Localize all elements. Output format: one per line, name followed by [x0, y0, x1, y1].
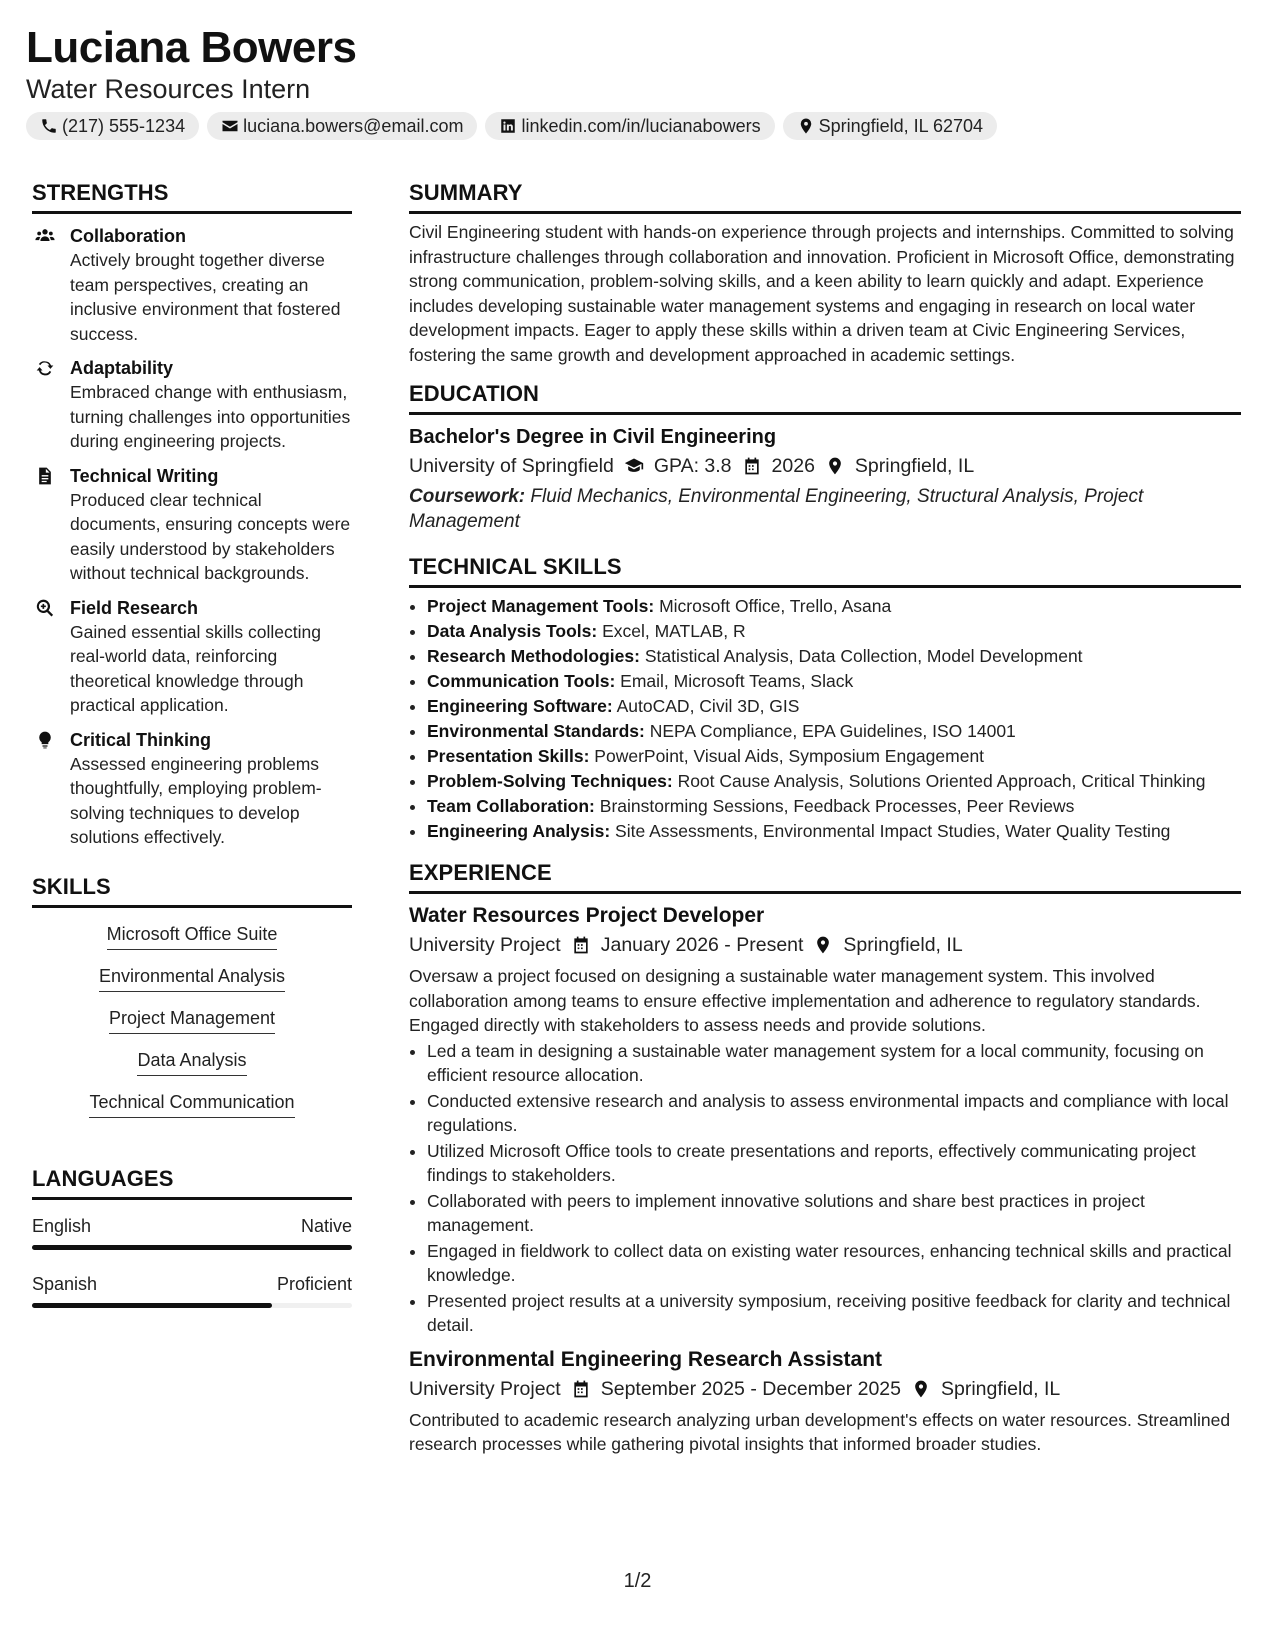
map-pin-icon: [797, 117, 815, 135]
phone-icon: [40, 117, 58, 135]
languages-heading: LANGUAGES: [32, 1166, 352, 1200]
linkedin-icon: [499, 117, 517, 135]
strengths-heading: STRENGTHS: [32, 180, 352, 214]
strength-title: Adaptability: [70, 358, 174, 378]
job-dates: September 2025 - December 2025: [600, 1377, 901, 1400]
search-icon: [35, 598, 55, 618]
skill-label: Environmental Standards:: [427, 721, 645, 741]
language-bar: [32, 1303, 352, 1308]
strength-item: [32, 728, 352, 850]
coursework: [409, 484, 1241, 534]
resume-header: [26, 22, 1256, 140]
list-item: [427, 819, 1241, 844]
skill-value: AutoCAD, Civil 3D, GIS: [616, 696, 800, 716]
calendar-icon: [571, 1379, 591, 1399]
left-column: [32, 180, 352, 1308]
list-item: [427, 769, 1241, 794]
strength-item: [32, 464, 352, 586]
coursework-list: Fluid Mechanics, Environmental Engineering, Structural Analysis, Project Management: [409, 486, 1144, 532]
envelope-icon: [221, 117, 239, 135]
skill-label: Presentation Skills:: [427, 746, 590, 766]
skill-value: Excel, MATLAB, R: [602, 621, 746, 641]
phone-chip[interactable]: [26, 112, 199, 140]
map-pin-icon: [813, 935, 833, 955]
skill-value: Site Assessments, Environmental Impact Studies, Water Quality Testing: [615, 821, 1171, 841]
strength-text: Produced clear technical documents, ensuring concepts were easily understood by stakeholders without technical backgrounds.: [70, 489, 351, 583]
skill-label: Engineering Analysis:: [427, 821, 611, 841]
job-dates: January 2026 - Present: [600, 934, 804, 956]
job-entry: [409, 902, 1241, 1338]
strengths-list: [32, 224, 352, 850]
calendar-icon: [742, 456, 762, 476]
skills-list: [32, 922, 352, 1118]
language-name: English: [32, 1215, 92, 1236]
education-heading: EDUCATION: [409, 381, 1241, 415]
skill-value: Root Cause Analysis, Solutions Oriented Approach, Critical Thinking: [677, 771, 1206, 791]
strength-text: Actively brought together diverse team perspectives, creating an inclusive environment that fostered success.: [70, 250, 341, 344]
skill-item: Project Management: [109, 1006, 275, 1034]
skill-label: Team Collaboration:: [427, 796, 595, 816]
list-item: [427, 594, 1241, 619]
location-text: Springfield, IL 62704: [818, 115, 984, 136]
list-item: • Engaged in fieldwork to collect data on existing water resources, enhancing technical skills and practical knowledge.: [427, 1239, 1241, 1288]
skill-value: NEPA Compliance, EPA Guidelines, ISO 14001: [649, 721, 1016, 741]
skill-label: Communication Tools:: [427, 671, 616, 691]
candidate-title: Water Resources Intern: [26, 74, 311, 104]
list-item: • Presented project results at a university symposium, receiving positive feedback for clarity and technical detail.: [427, 1289, 1241, 1338]
school-name: University of Springfield: [409, 455, 614, 477]
users-icon: [35, 226, 55, 246]
list-item: [427, 694, 1241, 719]
skill-label: Data Analysis Tools:: [427, 621, 598, 641]
candidate-name: Luciana Bowers: [26, 23, 357, 72]
email-text: luciana.bowers@email.com: [243, 115, 464, 136]
skill-item: Data Analysis: [137, 1048, 246, 1076]
right-column: [409, 180, 1241, 1457]
strength-text: Assessed engineering problems thoughtfully, employing problem-solving techniques to develop solutions effectively.: [70, 753, 322, 847]
strength-title: Field Research: [70, 597, 199, 618]
coursework-label: Coursework:: [409, 486, 526, 507]
list-item: [427, 719, 1241, 744]
graduation-year: 2026: [771, 455, 815, 477]
skill-label: Problem-Solving Techniques:: [427, 771, 673, 791]
language-item: [32, 1216, 352, 1250]
language-bar-fill: [32, 1303, 272, 1308]
degree-title: Bachelor's Degree in Civil Engineering: [409, 426, 777, 448]
linkedin-chip[interactable]: [485, 112, 774, 140]
calendar-icon: [571, 935, 591, 955]
contact-bar: [26, 112, 1256, 140]
technical-skills-heading: TECHNICAL SKILLS: [409, 554, 1241, 588]
list-item: [427, 619, 1241, 644]
education-meta: [409, 451, 1241, 481]
strength-text: Embraced change with enthusiasm, turning challenges into opportunities during engineering projects.: [70, 382, 351, 451]
summary-text: Civil Engineering student with hands-on experience through projects and internships. Committed to solving infrastructure challenges through collaboration and innovation. Proficient in Microsoft Office, demonstrating strong communication, problem-solving skills, and a keen ability to learn quickly and adapt. Experience includes developing sustainable water management systems and engaging in research on local water development impacts. Eager to apply these skills within a driven team at Civic Engineering Services, fostering the same growth and development approached in academic settings.: [409, 222, 1235, 365]
summary-heading: SUMMARY: [409, 180, 1241, 214]
list-item: [427, 744, 1241, 769]
skill-label: Engineering Software:: [427, 696, 613, 716]
list-item: • Led a team in designing a sustainable water management system for a local community, focusing on efficient resource allocation.: [427, 1039, 1241, 1088]
job-org: University Project: [409, 934, 561, 956]
job-bullets: [409, 1039, 1241, 1338]
gpa-text: GPA: 3.8: [653, 455, 732, 477]
skill-value: Email, Microsoft Teams, Slack: [620, 671, 854, 691]
skill-value: Brainstorming Sessions, Feedback Processes, Peer Reviews: [599, 796, 1075, 816]
job-location: Springfield, IL: [843, 934, 963, 956]
skill-label: Research Methodologies:: [427, 646, 640, 666]
linkedin-text: linkedin.com/in/lucianabowers: [521, 115, 761, 136]
skill-item: Environmental Analysis: [99, 964, 285, 992]
page-number: 1/2: [623, 1570, 652, 1592]
strength-text: Gained essential skills collecting real-world data, reinforcing theoretical knowledge through practical application.: [70, 621, 321, 715]
list-item: • Utilized Microsoft Office tools to create presentations and reports, effectively communicating project findings to stakeholders.: [427, 1139, 1241, 1188]
strength-title: Technical Writing: [70, 465, 219, 486]
strength-item: [32, 224, 352, 346]
language-level: Proficient: [276, 1273, 352, 1294]
list-item: • Conducted extensive research and analysis to assess environmental impacts and compliance with local regulations.: [427, 1089, 1241, 1138]
technical-skills-list: [409, 594, 1241, 844]
job-description: Contributed to academic research analyzing urban development's effects on water resources. Streamlined research processes while gathering pivotal insights that informed broader studies.: [409, 1409, 1231, 1454]
strength-title: Critical Thinking: [70, 729, 212, 750]
skill-value: PowerPoint, Visual Aids, Symposium Engagement: [594, 746, 985, 766]
skill-item: Technical Communication: [89, 1090, 294, 1118]
map-pin-icon: [911, 1379, 931, 1399]
sync-icon: [35, 358, 55, 378]
language-name: Spanish: [32, 1273, 98, 1294]
strength-item: [32, 596, 352, 718]
map-pin-icon: [825, 456, 845, 476]
language-bar-fill: [32, 1245, 352, 1250]
list-item: [427, 794, 1241, 819]
job-meta: [409, 1374, 1241, 1404]
skill-item: Microsoft Office Suite: [107, 922, 278, 950]
list-item: [427, 644, 1241, 669]
skill-label: Project Management Tools:: [427, 596, 655, 616]
document-icon: [35, 466, 55, 486]
job-location: Springfield, IL: [940, 1377, 1061, 1400]
strength-item: [32, 356, 352, 454]
job-entry: [409, 1346, 1241, 1457]
language-item: [32, 1274, 352, 1308]
list-item: • Collaborated with peers to implement innovative solutions and share best practices in project management.: [427, 1189, 1241, 1238]
email-chip[interactable]: [207, 112, 477, 140]
skill-value: Microsoft Office, Trello, Asana: [659, 596, 892, 616]
list-item: [427, 669, 1241, 694]
graduation-cap-icon: [624, 456, 644, 476]
lightbulb-icon: [35, 730, 55, 750]
language-bar: [32, 1245, 352, 1250]
job-title: Environmental Engineering Research Assistant: [409, 1347, 883, 1371]
phone-text: (217) 555-1234: [62, 115, 186, 136]
job-meta: [409, 930, 1241, 960]
job-description: Oversaw a project focused on designing a sustainable water management system. This involved collaboration among teams to ensure effective implementation and adherence to regulatory standards. Engaged directly with stakeholders to assess needs and provide solutions.: [409, 966, 1201, 1035]
job-org: University Project: [409, 1377, 561, 1400]
skill-value: Statistical Analysis, Data Collection, Model Development: [644, 646, 1083, 666]
language-level: Native: [300, 1215, 352, 1236]
skills-heading: SKILLS: [32, 874, 352, 908]
strength-title: Collaboration: [70, 226, 186, 246]
experience-heading: EXPERIENCE: [409, 860, 1241, 894]
location-chip: [783, 112, 997, 140]
job-title: Water Resources Project Developer: [409, 904, 765, 927]
education-location: Springfield, IL: [854, 455, 975, 477]
